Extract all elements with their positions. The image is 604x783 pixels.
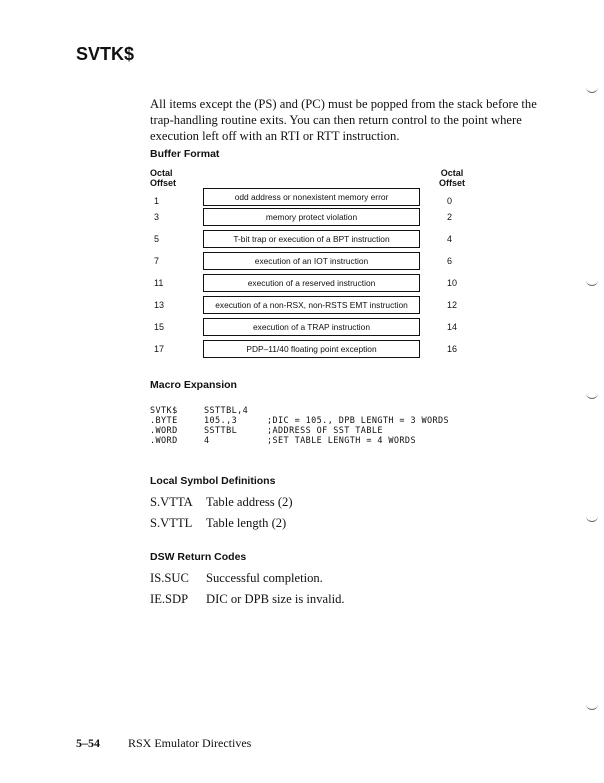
symbol-definition (150, 495, 293, 510)
code-operand: 4 (204, 436, 210, 446)
code-mnemonic: SVTK$ (150, 406, 178, 416)
buffer-cell: PDP–11/40 floating point exception (203, 340, 420, 358)
buffer-row (150, 228, 470, 250)
right-offset-header-text: Octal Offset (439, 168, 466, 188)
right-offset-value: 2 (447, 212, 453, 222)
left-offset-value: 13 (154, 300, 165, 310)
dsw-return-codes-heading: DSW Return Codes (150, 551, 247, 563)
symbol-description: Table length (2) (206, 516, 287, 530)
code-comment: ;ADDRESS OF SST TABLE (267, 426, 383, 436)
code-line (150, 406, 449, 416)
code-comment: ;SET TABLE LENGTH = 4 WORDS (267, 436, 416, 446)
buffer-row (150, 294, 470, 316)
right-offset-value: 14 (447, 322, 458, 332)
symbol-definition (150, 516, 286, 531)
return-code-description: Successful completion. (206, 571, 323, 585)
right-offset-value: 10 (447, 278, 458, 288)
macro-code-block (150, 406, 449, 446)
margin-mark (586, 86, 598, 93)
code-line (150, 436, 449, 446)
buffer-row (150, 206, 470, 228)
return-code-definition (150, 571, 323, 586)
left-offset-value: 15 (154, 322, 165, 332)
local-symbols-heading: Local Symbol Definitions (150, 475, 276, 487)
footer-chapter-title: RSX Emulator Directives (128, 736, 252, 750)
return-code-term: IE.SDP (150, 592, 189, 606)
left-offset-value: 5 (154, 234, 160, 244)
code-mnemonic: .WORD (150, 426, 178, 436)
symbol-term: S.VTTL (150, 516, 193, 530)
code-line (150, 416, 449, 426)
buffer-cell: odd address or nonexistent memory error (203, 188, 420, 206)
left-offset-value: 1 (154, 196, 160, 206)
buffer-row (150, 338, 470, 360)
margin-mark (586, 392, 598, 399)
margin-mark (586, 515, 598, 522)
right-offset-header (439, 168, 465, 188)
return-code-description: DIC or DPB size is invalid. (206, 592, 345, 606)
left-offset-header-text: Octal Offset (150, 168, 177, 188)
page-title: SVTK$ (76, 44, 135, 64)
margin-mark (586, 279, 598, 286)
return-code-term: IS.SUC (150, 571, 189, 585)
page-footer (76, 736, 251, 751)
right-offset-value: 0 (447, 196, 453, 206)
footer-page-number: 5–54 (76, 736, 100, 750)
left-offset-value: 11 (154, 278, 164, 288)
right-offset-value: 6 (447, 256, 453, 266)
buffer-cell: memory protect violation (203, 208, 420, 226)
left-offset-header (150, 168, 176, 188)
code-line (150, 426, 449, 436)
buffer-cell: execution of a TRAP instruction (203, 318, 420, 336)
buffer-cell: execution of an IOT instruction (203, 252, 420, 270)
right-offset-value: 16 (447, 344, 458, 354)
code-mnemonic: .BYTE (150, 416, 178, 426)
code-comment: ;DIC = 105., DPB LENGTH = 3 WORDS (267, 416, 450, 426)
code-operand: 105.,3 (204, 416, 238, 426)
code-mnemonic: .WORD (150, 436, 178, 446)
macro-expansion-heading: Macro Expansion (150, 379, 237, 391)
buffer-cell: execution of a reserved instruction (203, 274, 420, 292)
right-offset-value: 4 (447, 234, 453, 244)
return-code-definition (150, 592, 345, 607)
buffer-cell: execution of a non-RSX, non-RSTS EMT instruction (203, 296, 420, 314)
left-offset-value: 3 (154, 212, 160, 222)
buffer-format-heading: Buffer Format (150, 148, 220, 160)
symbol-term: S.VTTA (150, 495, 193, 509)
code-operand: SSTTBL,4 (204, 406, 249, 416)
margin-mark (586, 703, 598, 710)
left-offset-value: 7 (154, 256, 160, 266)
buffer-row (150, 316, 470, 338)
left-offset-value: 17 (154, 344, 165, 354)
code-operand: SSTTBL (204, 426, 238, 436)
buffer-row (150, 272, 470, 294)
buffer-cell: T-bit trap or execution of a BPT instruction (203, 230, 420, 248)
symbol-description: Table address (2) (206, 495, 293, 509)
right-offset-value: 12 (447, 300, 458, 310)
intro-paragraph: All items except the (PS) and (PC) must be popped from the stack before the trap-handling routine exits. You can then return control to the point where execution left off with an RTI or RTT instruction. (150, 97, 537, 143)
buffer-row (150, 250, 470, 272)
